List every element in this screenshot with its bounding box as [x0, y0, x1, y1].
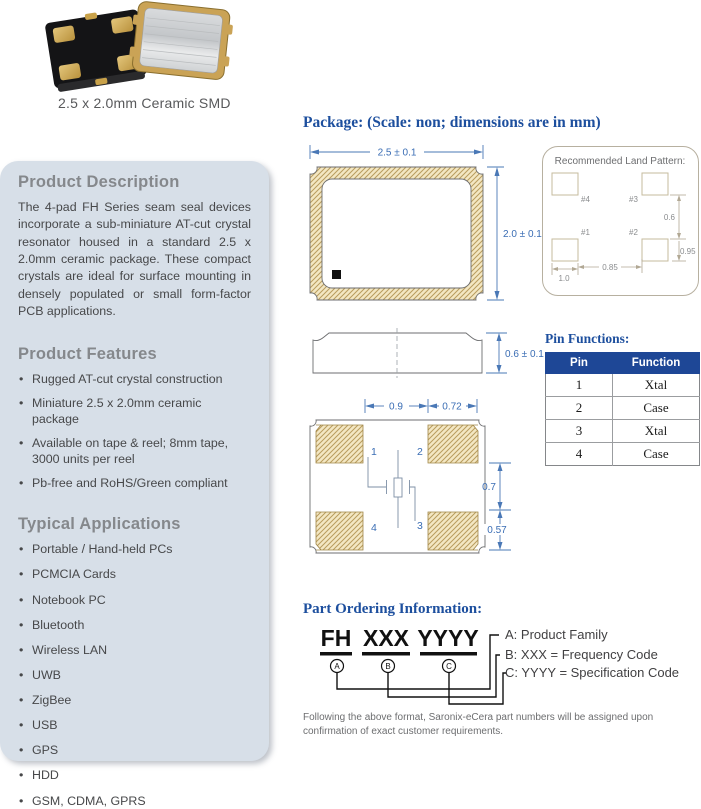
function-cell: Xtal [613, 374, 700, 397]
typical-applications-section [18, 515, 251, 808]
feature-item: • Rugged AT-cut crystal construction [18, 371, 251, 387]
marker-c: C [446, 662, 452, 671]
bottom-pad-2-label: 2 [417, 446, 423, 458]
side-view-height-dimension: 0.6 ± 0.1 [505, 349, 544, 360]
product-features-list [18, 371, 251, 492]
feature-item: • Miniature 2.5 x 2.0mm ceramic package [18, 395, 251, 427]
code-part-frequency: XXX [362, 625, 410, 651]
land-dim-gap-h: 0.85 [602, 263, 618, 272]
application-item: • HDD [18, 767, 251, 783]
pin-functions-section [545, 331, 701, 466]
application-item: • UWB [18, 667, 251, 683]
function-cell: Case [613, 443, 700, 466]
land-pattern-pads [552, 173, 668, 261]
typical-applications-title: Typical Applications [18, 515, 181, 534]
table-row [546, 374, 700, 397]
table-row [546, 397, 700, 420]
application-item: • Bluetooth [18, 617, 251, 633]
pin-column-header: Pin [546, 353, 613, 374]
product-description-title: Product Description [18, 173, 180, 191]
side-view-profile [313, 333, 482, 373]
top-view-width-dimension: 2.5 ± 0.1 [377, 147, 417, 159]
pin-cell: 2 [546, 397, 613, 420]
land-pad-3-label: #3 [629, 195, 638, 204]
application-item: • PCMCIA Cards [18, 566, 251, 582]
land-dim-gap-v: 0.6 [663, 213, 675, 222]
land-pattern-title: Recommended Land Pattern: [554, 156, 686, 167]
bottom-pad-3-label: 3 [417, 520, 423, 532]
product-features-section [18, 345, 251, 492]
feature-item: • Pb-free and RoHS/Green compliant [18, 475, 251, 491]
application-item: • Notebook PC [18, 592, 251, 608]
land-dim-pad-h: 0.95 [680, 247, 696, 256]
code-underlines [320, 652, 477, 656]
part-ordering-heading: Part Ordering Information: [303, 601, 483, 617]
bottom-view-dim-upper: 0.7 [482, 482, 496, 493]
function-cell: Case [613, 397, 700, 420]
product-description-text: The 4-pad FH Series seam seal devices incorporate a sub-miniature AT-cut crystal resonator housed in a standard 2.5 x 2.0mm ceramic package. These compact crystals are ideal for surface mounting in densely populated or small form-factor PCB applications. [18, 200, 251, 319]
land-pattern-panel [542, 146, 699, 296]
code-part-spec: YYYY [417, 625, 479, 651]
land-pad-1-label: #1 [581, 228, 590, 237]
part-ordering-diagram [300, 618, 701, 714]
table-row [546, 420, 700, 443]
table-header-row [546, 353, 700, 374]
application-item: • GPS [18, 742, 251, 758]
application-item: • ZigBee [18, 692, 251, 708]
ordering-note [303, 711, 693, 739]
photo-caption: 2.5 x 2.0mm Ceramic SMD [58, 95, 231, 111]
top-view-height-dimension: 2.0 ± 0.1 [503, 229, 542, 240]
typical-applications-list [18, 541, 251, 808]
legend-specification-code: C: YYYY = Specification Code [505, 665, 680, 680]
pin-functions-table [545, 352, 700, 466]
application-item: • Wireless LAN [18, 642, 251, 658]
bottom-pad-1-label: 1 [371, 446, 377, 458]
land-pad-2-label: #2 [629, 228, 638, 237]
bottom-view-dim-right: 0.72 [442, 401, 462, 413]
product-features-title: Product Features [18, 344, 157, 363]
pin1-index-mark [332, 270, 341, 279]
table-row [546, 443, 700, 466]
function-column-header: Function [613, 353, 700, 374]
application-item: • Portable / Hand-held PCs [18, 541, 251, 557]
package-side-view-drawing [305, 328, 555, 380]
application-item: • USB [18, 717, 251, 733]
marker-a: A [334, 662, 340, 671]
package-section-heading: Package: (Scale: non; dimensions are in mm) [303, 114, 601, 131]
land-pad-4-label: #4 [581, 195, 590, 204]
application-item: • GSM, CDMA, GPRS [18, 793, 251, 809]
product-photos [35, 0, 235, 95]
product-photo-illustration [35, 0, 235, 95]
pin-cell: 1 [546, 374, 613, 397]
ordering-note-line1: Following the above format, Saronix-eCera part numbers will be assigned upon [303, 712, 654, 723]
land-pattern-drawing [543, 147, 697, 294]
code-part-family: FH [320, 625, 352, 651]
ordering-note-line2: confirmation of exact customer requirements. [303, 726, 504, 737]
bottom-view-dim-left: 0.9 [389, 401, 403, 413]
pin-cell: 4 [546, 443, 613, 466]
legend-product-family: A: Product Family [505, 627, 608, 642]
package-top-view-drawing [300, 138, 545, 308]
function-cell: Xtal [613, 420, 700, 443]
feature-item: • Available on tape & reel; 8mm tape, 3000 units per reel [18, 435, 251, 467]
bottom-view-dim-lower: 0.57 [487, 525, 507, 536]
pin-functions-heading: Pin Functions: [545, 331, 630, 346]
package-top-view-photo [128, 1, 235, 81]
package-bottom-view-drawing [305, 393, 555, 573]
marker-b: B [385, 662, 391, 671]
sidebar [0, 161, 269, 808]
pin-cell: 3 [546, 420, 613, 443]
legend-frequency-code: B: XXX = Frequency Code [505, 647, 658, 662]
land-dim-pad-w: 1.0 [558, 274, 570, 283]
marker-circles [331, 660, 456, 673]
bottom-pad-4-label: 4 [371, 522, 377, 534]
